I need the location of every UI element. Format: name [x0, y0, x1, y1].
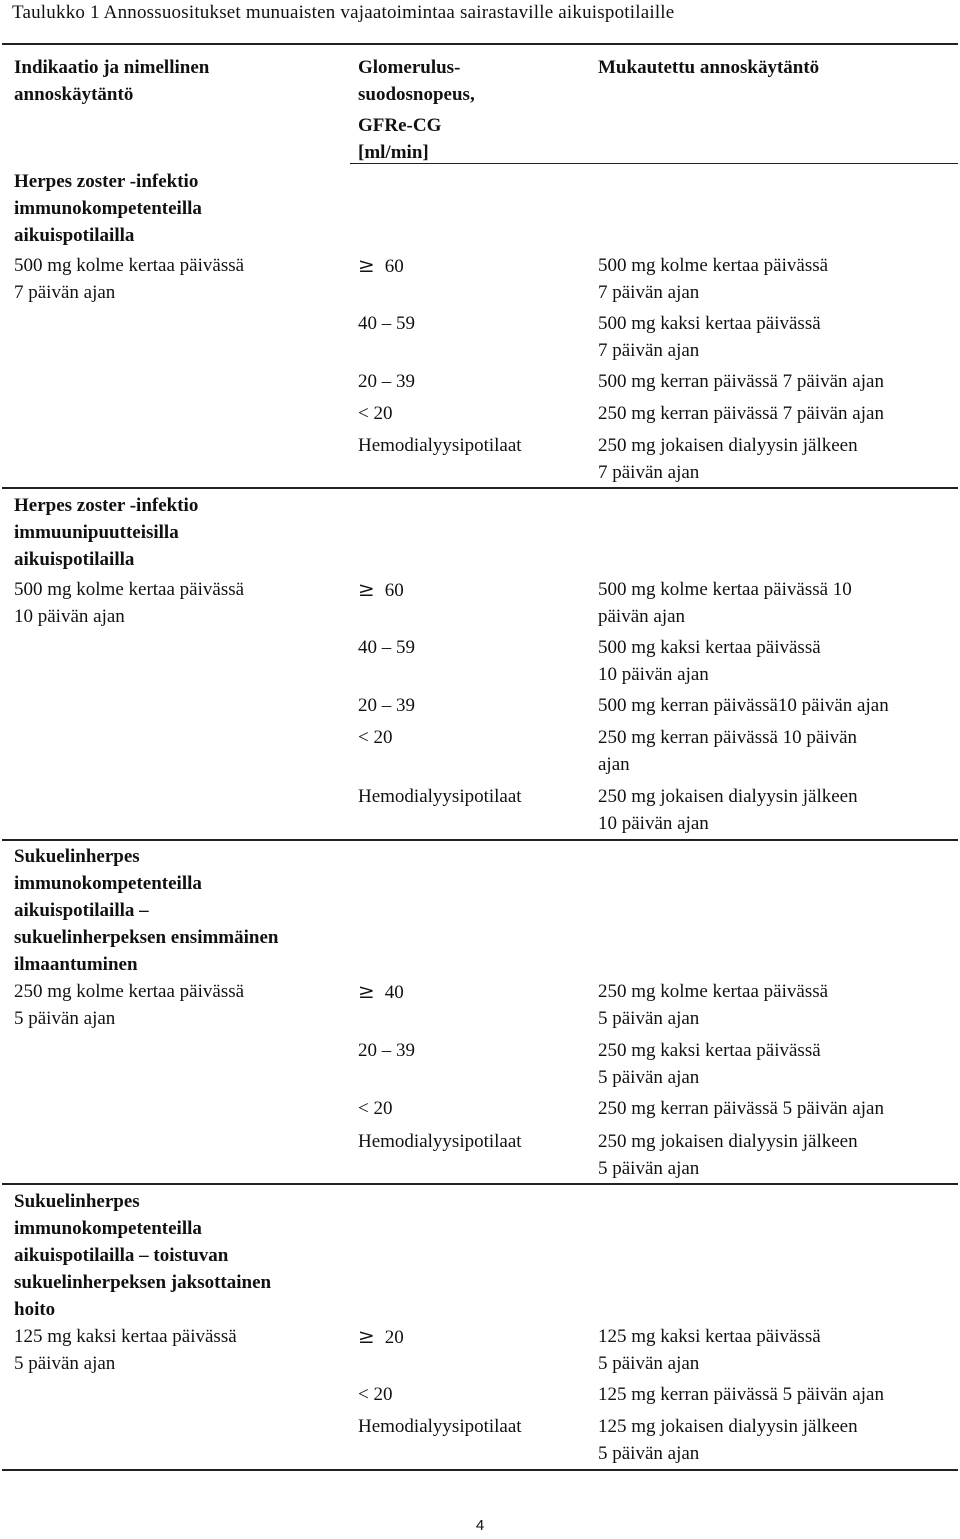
gfr-cell: < 20 — [358, 1384, 393, 1405]
dose-line: 250 mg kolme kertaa päivässä — [598, 981, 829, 1002]
header-line: [ml/min] — [358, 142, 429, 163]
dose-cell — [598, 634, 954, 688]
dose-line: 5 päivän ajan — [598, 1158, 700, 1179]
section-indication — [14, 843, 344, 978]
greater-equal-sign: ≥ — [358, 577, 375, 601]
gfr-cell: < 20 — [358, 1098, 393, 1119]
greater-equal-sign: ≥ — [358, 1324, 375, 1348]
indication-line: sukuelinherpeksen ensimmäinen — [14, 927, 279, 948]
header-bottom-rule — [350, 163, 958, 164]
dose-cell — [598, 432, 954, 486]
dose-line: 250 mg jokaisen dialyysin jälkeen — [598, 1131, 858, 1152]
dose-line: 500 mg kolme kertaa päivässä 10 — [598, 579, 852, 600]
header-line: Indikaatio ja nimellinen — [14, 57, 210, 78]
nominal-line: 5 päivän ajan — [14, 1353, 116, 1374]
dose-line: 7 päivän ajan — [598, 462, 700, 483]
dose-line: päivän ajan — [598, 606, 686, 627]
dose-cell — [598, 978, 954, 1032]
indication-line: aikuispotilailla – — [14, 900, 149, 921]
indication-line: Herpes zoster -infektio — [14, 495, 199, 516]
dose-cell: 125 mg kerran päivässä 5 päivän ajan — [598, 1384, 884, 1405]
indication-line: Herpes zoster -infektio — [14, 171, 199, 192]
gfr-cell: 40 – 59 — [358, 637, 415, 658]
table-caption: Taulukko 1 Annossuositukset munuaisten vajaatoimintaa sairastaville aikuispotilaille — [12, 2, 675, 23]
dose-line: ajan — [598, 754, 630, 775]
dose-line: 250 mg jokaisen dialyysin jälkeen — [598, 786, 858, 807]
nominal-dose — [14, 252, 344, 306]
dose-line: 10 päivän ajan — [598, 813, 709, 834]
section-indication — [14, 492, 344, 573]
gfr-value: 60 — [384, 256, 404, 277]
nominal-line: 7 päivän ajan — [14, 282, 116, 303]
nominal-dose — [14, 1323, 344, 1377]
dose-cell — [598, 252, 954, 306]
nominal-line: 500 mg kolme kertaa päivässä — [14, 579, 245, 600]
indication-line: aikuispotilailla — [14, 549, 135, 570]
dose-cell: 250 mg kerran päivässä 5 päivän ajan — [598, 1098, 884, 1119]
dose-line: 5 päivän ajan — [598, 1008, 700, 1029]
indication-line: Sukuelinherpes — [14, 846, 140, 867]
nominal-line: 5 päivän ajan — [14, 1008, 116, 1029]
indication-line: immunokompetenteilla — [14, 198, 202, 219]
header-line: suodosnopeus, — [358, 84, 475, 105]
gfr-cell: 20 – 39 — [358, 371, 415, 392]
dose-cell: 250 mg kerran päivässä 7 päivän ajan — [598, 403, 884, 424]
gfr-cell: 20 – 39 — [358, 695, 415, 716]
header-line: Glomerulus- — [358, 57, 461, 78]
section-divider — [2, 1183, 958, 1185]
dose-cell: 500 mg kerran päivässä10 päivän ajan — [598, 695, 889, 716]
gfr-value: 40 — [384, 982, 404, 1003]
dose-line: 5 päivän ajan — [598, 1353, 700, 1374]
dose-line: 125 mg kaksi kertaa päivässä — [598, 1326, 821, 1347]
dose-cell — [598, 783, 954, 837]
nominal-line: 500 mg kolme kertaa päivässä — [14, 255, 245, 276]
dose-line: 500 mg kaksi kertaa päivässä — [598, 637, 821, 658]
greater-equal-sign: ≥ — [358, 979, 375, 1003]
nominal-dose — [14, 978, 344, 1032]
header-col-dose: Mukautettu annoskäytäntö — [598, 57, 820, 78]
section-indication — [14, 1188, 344, 1323]
dose-line: 7 päivän ajan — [598, 282, 700, 303]
gfr-cell: Hemodialyysipotilaat — [358, 1131, 522, 1152]
indication-line: immunokompetenteilla — [14, 873, 202, 894]
section-indication — [14, 168, 344, 249]
gfr-cell — [358, 978, 588, 1006]
indication-line: hoito — [14, 1299, 56, 1320]
gfr-cell: < 20 — [358, 403, 393, 424]
nominal-dose — [14, 576, 344, 630]
indication-line: aikuispotilailla — [14, 225, 135, 246]
greater-equal-sign: ≥ — [358, 253, 375, 277]
dose-line: 10 päivän ajan — [598, 664, 709, 685]
dose-cell — [598, 576, 954, 630]
page-number: 4 — [475, 1517, 485, 1534]
dose-line: 5 päivän ajan — [598, 1443, 700, 1464]
header-col-indication — [14, 54, 344, 108]
dose-line: 500 mg kaksi kertaa päivässä — [598, 313, 821, 334]
dose-cell — [598, 310, 954, 364]
dose-cell — [598, 1128, 954, 1182]
dose-cell — [598, 1413, 954, 1467]
gfr-value: 60 — [384, 580, 404, 601]
dose-line: 250 mg kerran päivässä 10 päivän — [598, 727, 858, 748]
gfr-cell — [358, 576, 588, 604]
dose-line: 500 mg kolme kertaa päivässä — [598, 255, 829, 276]
indication-line: aikuispotilailla – toistuvan — [14, 1245, 229, 1266]
table-top-rule — [2, 43, 958, 45]
nominal-line: 10 päivän ajan — [14, 606, 125, 627]
header-line: annoskäytäntö — [14, 84, 134, 105]
table-bottom-rule — [2, 1469, 958, 1471]
indication-line: Sukuelinherpes — [14, 1191, 140, 1212]
indication-line: sukuelinherpeksen jaksottainen — [14, 1272, 272, 1293]
indication-line: ilmaantuminen — [14, 954, 138, 975]
dose-cell — [598, 1037, 954, 1091]
gfr-value: 20 — [384, 1327, 404, 1348]
gfr-cell: Hemodialyysipotilaat — [358, 435, 522, 456]
dose-cell: 500 mg kerran päivässä 7 päivän ajan — [598, 371, 884, 392]
gfr-cell — [358, 252, 588, 280]
section-divider — [2, 839, 958, 841]
gfr-cell: 40 – 59 — [358, 313, 415, 334]
nominal-line: 250 mg kolme kertaa päivässä — [14, 981, 245, 1002]
dose-cell — [598, 724, 954, 778]
dose-cell — [598, 1323, 954, 1377]
dose-line: 5 päivän ajan — [598, 1067, 700, 1088]
header-col-gfr — [358, 54, 588, 166]
dose-line: 250 mg jokaisen dialyysin jälkeen — [598, 435, 858, 456]
gfr-cell: Hemodialyysipotilaat — [358, 1416, 522, 1437]
gfr-cell — [358, 1323, 588, 1351]
dose-line: 250 mg kaksi kertaa päivässä — [598, 1040, 821, 1061]
nominal-line: 125 mg kaksi kertaa päivässä — [14, 1326, 237, 1347]
section-divider — [2, 487, 958, 489]
dose-line: 125 mg jokaisen dialyysin jälkeen — [598, 1416, 858, 1437]
indication-line: immunokompetenteilla — [14, 1218, 202, 1239]
gfr-cell: 20 – 39 — [358, 1040, 415, 1061]
indication-line: immuunipuutteisilla — [14, 522, 179, 543]
dose-line: 7 päivän ajan — [598, 340, 700, 361]
gfr-cell: < 20 — [358, 727, 393, 748]
gfr-cell: Hemodialyysipotilaat — [358, 786, 522, 807]
header-line: GFRe-CG — [358, 115, 442, 136]
